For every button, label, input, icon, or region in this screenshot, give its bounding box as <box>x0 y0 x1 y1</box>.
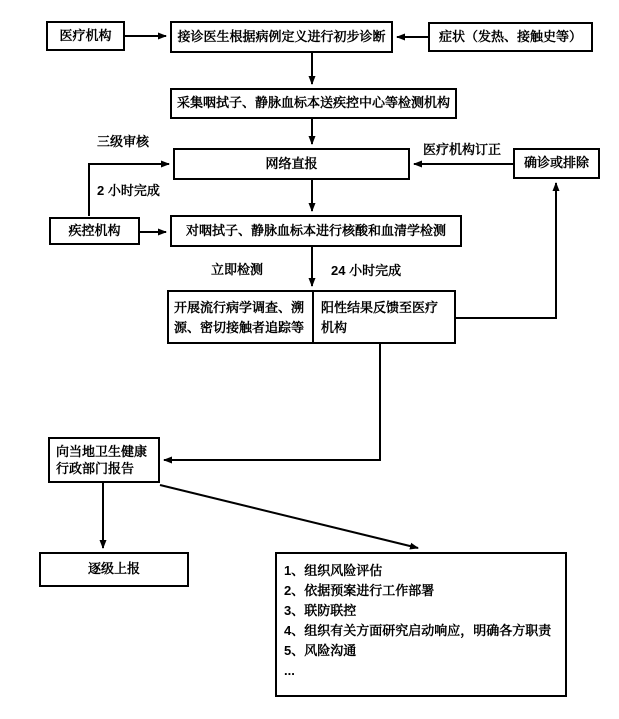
box-positive-feedback: 阳性结果反馈至医疗机构 <box>321 300 439 335</box>
response-item-2: 2、依据预案进行工作部署 <box>284 583 435 598</box>
response-item-5: 5、风险沟通 <box>284 643 357 658</box>
box-nucleic-test: 对咽拭子、静脉血标本进行核酸和血清学检测 <box>170 215 462 247</box>
box-confirm-or-exclude: 确诊或排除 <box>513 148 600 179</box>
response-item-3: 3、联防联控 <box>284 603 357 618</box>
box-report-upwards: 逐级上报 <box>39 552 189 587</box>
response-item-4: 4、组织有关方面研究启动响应，明确各方职责 <box>284 623 552 638</box>
box-report-to-health-admin: 向当地卫生健康行政部门报告 <box>48 437 160 483</box>
label-medical-correction: 医疗机构订正 <box>423 142 502 157</box>
box-investigation-and-feedback <box>167 290 456 344</box>
arrow-positive-to-healthadmin <box>164 344 380 460</box>
box-response-measures <box>275 552 567 697</box>
box-cdc-institution: 疾控机构 <box>49 217 140 245</box>
label-two-hours-complete: 2 小时完成 <box>97 183 160 198</box>
box-collect-samples: 采集咽拭子、静脉血标本送疾控中心等检测机构 <box>170 88 457 119</box>
box-epi-investigation: 开展流行病学调查、溯源、密切接触者追踪等 <box>169 292 314 342</box>
box-network-report: 网络直报 <box>173 148 410 180</box>
response-item-ellipsis: ... <box>284 663 295 678</box>
box-medical-institution: 医疗机构 <box>46 21 125 51</box>
label-24-hours-complete: 24 小时完成 <box>331 263 402 278</box>
arrow-positive-to-confirm <box>456 183 556 318</box>
label-immediate-test: 立即检测 <box>211 262 264 277</box>
arrow-healthadmin-to-response <box>160 485 418 548</box>
label-three-level-review: 三级审核 <box>97 134 150 149</box>
box-symptoms: 症状（发热、接触史等） <box>428 22 593 52</box>
response-item-1: 1、组织风险评估 <box>284 563 383 578</box>
box-preliminary-diagnosis: 接诊医生根据病例定义进行初步诊断 <box>170 21 393 53</box>
